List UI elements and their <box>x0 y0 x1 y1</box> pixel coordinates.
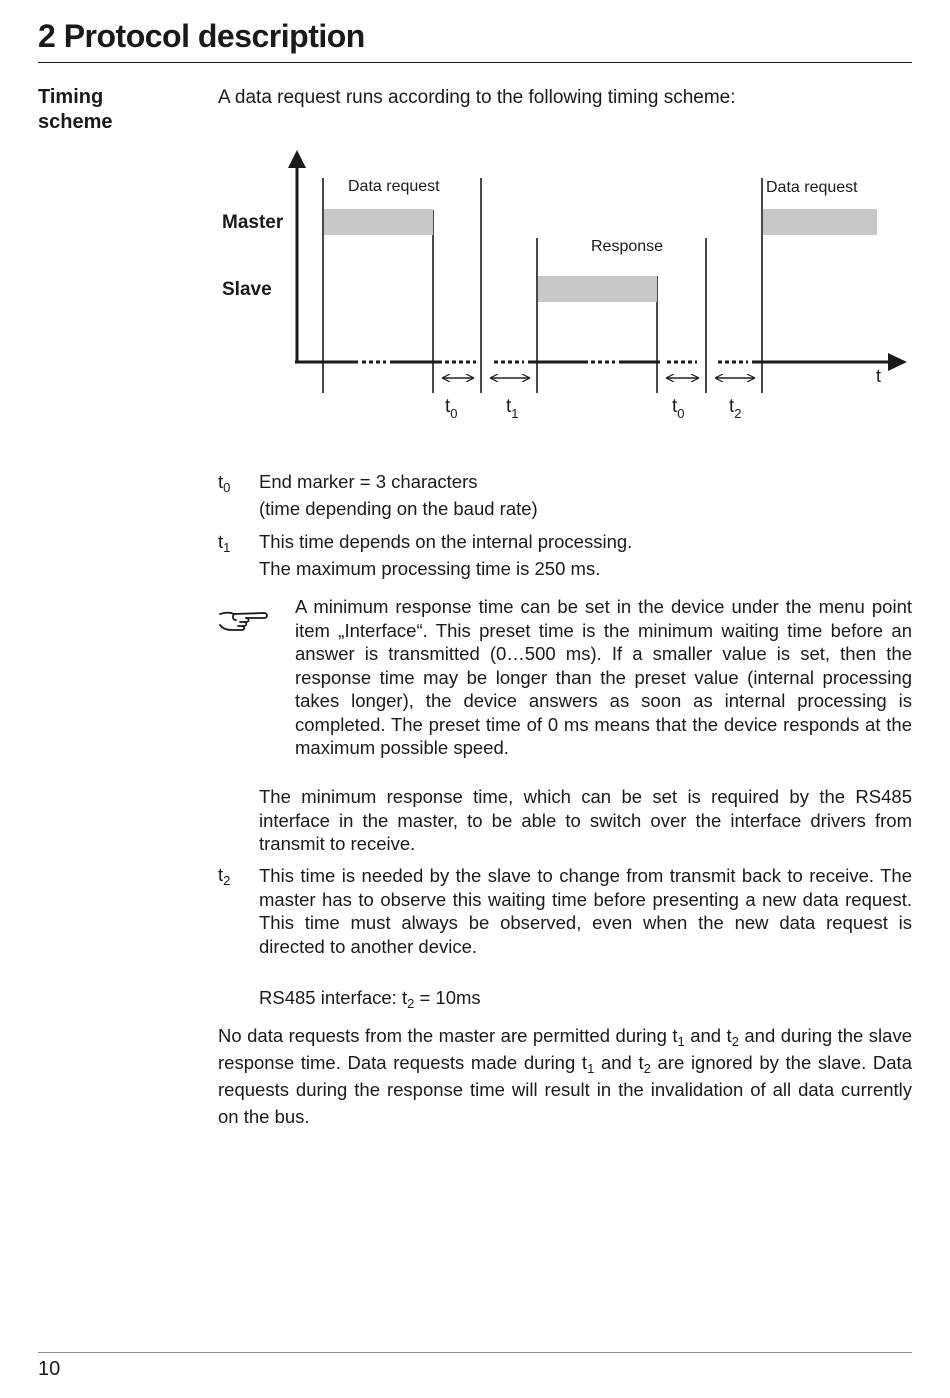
y-axis-arrowhead <box>288 150 306 168</box>
footer-rule <box>38 1352 912 1353</box>
x-axis <box>295 353 907 371</box>
x-axis-arrowhead <box>888 353 907 371</box>
t0-label-a: $t_0$ <box>445 396 458 421</box>
definitions <box>218 468 912 582</box>
t0-definition <box>218 468 912 522</box>
page-title: 2 Protocol description <box>38 18 365 54</box>
title-rule <box>38 62 912 63</box>
pointing-hand-icon <box>216 606 270 636</box>
t1-line1: This time depends on the internal processing. <box>259 531 633 552</box>
master-data-request-bar-2 <box>763 209 877 235</box>
section-heading-line2: scheme <box>38 111 113 133</box>
t1-term: $t_1$ <box>218 531 231 555</box>
slave-response-bar <box>538 276 657 302</box>
t2-definition-text: This time is needed by the slave to change from transmit back to receive. The master has to observe this waiting time before presenting a new data request. This time must always be observed, even when the new data request is directed to another device. <box>259 865 912 957</box>
section-heading <box>38 85 198 135</box>
note-text: A minimum response time can be set in the device under the menu point item „Interface“. This preset time is the minimum waiting time before an answer is transmitted (0…500 ms). If a smaller value is set, then the response time may be longer than the preset value (internal processing takes longer), the device answers as soon as internal processing is completed. The preset time of 0 ms means that the device responds at the maximum possible speed. <box>295 596 912 758</box>
time-axis-label: t <box>876 366 882 386</box>
t2-term: $t_2$ <box>218 864 231 888</box>
t1-line2: The maximum processing time is 250 ms. <box>259 558 601 579</box>
rs485-interface-value: RS485 interface: $t_2 = 10ms$ <box>259 987 481 1011</box>
t0-label-b: $t_0$ <box>672 396 685 421</box>
data-request-label-1: Data request <box>348 178 440 195</box>
t1-label: $t_1$ <box>506 396 519 421</box>
data-request-label-2: Data request <box>766 179 858 196</box>
t1-definition <box>218 528 912 582</box>
master-data-request-bar-1 <box>324 209 433 235</box>
timing-diagram <box>210 150 910 430</box>
master-label: Master <box>222 212 284 233</box>
slave-label: Slave <box>222 279 272 300</box>
closing-paragraph: No data requests from the master are permitted during $t_1$ and $t_2$ and during the slave response time. Data requests made during $t_1$ and $t_2$ are ignored by the slave. Data requests during the response time will result in the invalidation of all data currently on the bus. <box>218 1025 912 1127</box>
intro-text: A data request runs according to the following timing scheme: <box>218 87 736 108</box>
t0-line2: (time depending on the baud rate) <box>259 498 538 519</box>
section-heading-line1: Timing <box>38 86 104 108</box>
t0-term: $t_0$ <box>218 471 231 495</box>
response-label: Response <box>591 238 664 255</box>
t0-line1: End marker = 3 characters <box>259 471 478 492</box>
page-number: 10 <box>38 1358 61 1380</box>
t2-label: $t_2$ <box>729 396 742 421</box>
min-response-paragraph: The minimum response time, which can be set is required by the RS485 interface in the master, to be able to switch over the interface drivers from transmit to receive. <box>259 786 912 854</box>
